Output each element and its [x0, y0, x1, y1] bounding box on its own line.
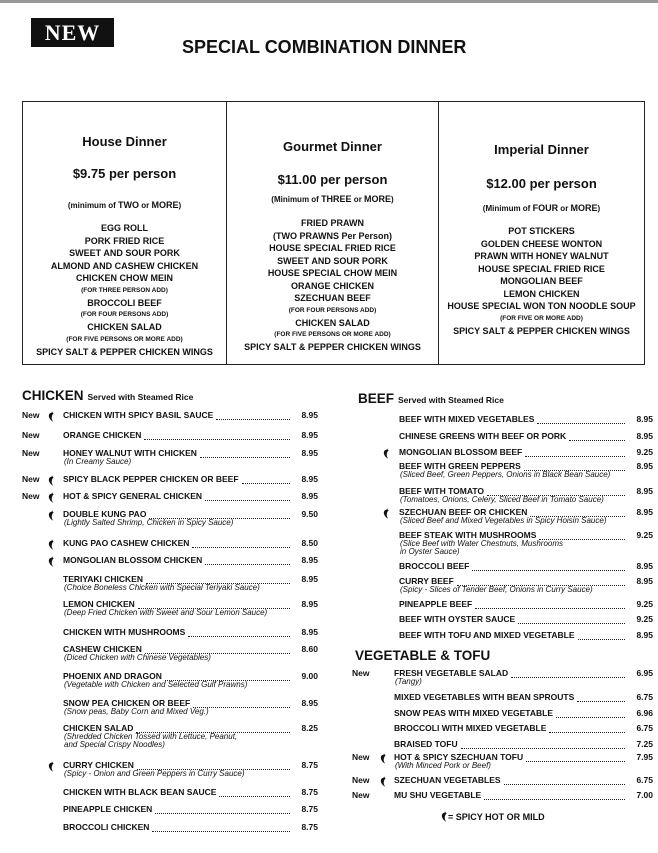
menu-item-name: HOT & SPICY GENERAL CHICKEN — [63, 491, 203, 501]
combo-item: (TWO PRAWNS Per Person) — [272, 230, 392, 241]
section-vegetable-tofu-heading — [355, 648, 490, 663]
section-title: VEGETABLE & TOFU — [355, 648, 491, 663]
menu-item — [352, 414, 653, 426]
menu-item — [22, 760, 318, 778]
combo-item: SPICY SALT & PEPPER CHICKEN WINGS — [36, 346, 213, 357]
menu-item-description: (In Creamy Sauce) — [64, 457, 132, 466]
menu-item-price: 9.25 — [636, 447, 653, 457]
menu-item-name: KUNG PAO CASHEW CHICKEN — [63, 538, 190, 548]
combo-item: CHICKEN SALAD — [295, 317, 370, 328]
chili-pepper-icon — [47, 554, 55, 564]
menu-item-price: 6.95 — [636, 668, 653, 678]
menu-item-price: 7.25 — [636, 739, 653, 749]
menu-item — [352, 507, 653, 525]
dot-leader — [524, 461, 625, 471]
combo-minimum-part: MORE — [364, 194, 392, 204]
new-badge: NEW — [31, 18, 114, 47]
new-label: New — [22, 491, 40, 501]
menu-item — [352, 431, 653, 443]
dot-leader — [144, 430, 290, 440]
chili-pepper-icon — [47, 409, 55, 419]
combo-note: (FOR FOUR PERSONS ADD) — [288, 306, 377, 314]
menu-item — [22, 804, 318, 816]
menu-item-price: 8.95 — [301, 627, 318, 637]
menu-item-name: CHINESE GREENS WITH BEEF OR PORK — [399, 431, 567, 441]
combo-name: Gourmet Dinner — [283, 139, 382, 154]
menu-item-price: 6.75 — [636, 692, 653, 702]
combo-minimum-part: TWO — [118, 200, 140, 210]
combo-minimum-part: (Minimum of — [482, 204, 533, 213]
page-top-rule — [0, 0, 658, 3]
combo-item: ORANGE CHICKEN — [290, 280, 374, 291]
menu-item — [22, 698, 318, 716]
section-chicken-heading — [22, 388, 193, 403]
menu-item — [352, 739, 653, 751]
chili-pepper-icon — [47, 490, 55, 500]
dot-leader — [242, 474, 290, 484]
menu-item-price: 8.75 — [301, 787, 318, 797]
combo-items — [227, 217, 438, 354]
combo-item: SPICY SALT & PEPPER CHICKEN WINGS — [453, 325, 630, 336]
menu-item-price: 9.25 — [636, 599, 653, 609]
combo-minimum — [23, 200, 226, 210]
menu-item-price: 8.95 — [636, 630, 653, 640]
dot-leader — [193, 698, 290, 708]
menu-item-description: (Snow peas, Baby Corn and Mixed Veg.) — [64, 707, 209, 716]
menu-item-description: (Sliced Beef, Green Peppers, Onions in Black Bean Sauce) — [400, 470, 611, 479]
menu-item — [352, 752, 653, 770]
menu-item-price: 6.75 — [636, 775, 653, 785]
legend-text: = SPICY HOT OR MILD — [448, 812, 545, 822]
combo-imperial-dinner — [438, 102, 644, 364]
menu-item — [352, 486, 653, 504]
dot-leader — [461, 739, 625, 749]
combo-item: HOUSE SPECIAL WON TON NOODLE SOUP — [447, 301, 636, 311]
combo-minimum-part: ) — [391, 195, 394, 204]
chili-pepper-icon — [47, 473, 55, 483]
dot-leader — [472, 561, 625, 571]
menu-item — [352, 461, 653, 479]
menu-item-name: MU SHU VEGETABLE — [394, 790, 482, 800]
menu-item-name: PHOENIX AND DRAGON — [63, 671, 162, 681]
combo-minimum-part: (minimum of — [67, 201, 119, 210]
menu-item-price: 8.95 — [636, 576, 653, 586]
menu-item-description: and Special Crispy Noodles) — [64, 740, 165, 749]
dot-leader — [518, 614, 625, 624]
menu-item-description: (Sliced Beef and Mixed Vegetables in Spicy Hoisin Sauce) — [400, 516, 607, 525]
menu-item — [22, 509, 318, 527]
menu-item-description: (With Minced Pork or Beef) — [395, 761, 491, 770]
dot-leader — [192, 538, 290, 548]
menu-item-description: (Slice Beef with Water Chestnuts, Mushrooms — [400, 539, 564, 548]
new-label: New — [22, 430, 40, 440]
new-label: New — [22, 410, 40, 420]
menu-item-price: 8.95 — [301, 698, 318, 708]
menu-item-name: ORANGE CHICKEN — [63, 430, 142, 440]
menu-item-name: BROCCOLI BEEF — [399, 561, 470, 571]
chili-pepper-icon — [47, 537, 55, 547]
menu-item-name: SZECHUAN BEEF OR CHICKEN — [399, 507, 528, 517]
combo-item: PORK FRIED RICE — [84, 235, 165, 246]
menu-item-name: MIXED VEGETABLES WITH BEAN SPROUTS — [394, 692, 575, 702]
chili-pepper-icon — [379, 751, 387, 761]
menu-item — [22, 430, 318, 442]
menu-item-name: BRAISED TOFU — [394, 739, 458, 749]
combo-item: HOUSE SPECIAL FRIED RICE — [269, 243, 396, 253]
menu-item-name: CURRY BEEF — [399, 576, 454, 586]
menu-item-name: HONEY WALNUT WITH CHICKEN — [63, 448, 197, 458]
section-title: BEEF — [358, 391, 395, 406]
menu-item-name: BEEF WITH OYSTER SAUCE — [399, 614, 516, 624]
menu-item-name: BEEF WITH TOMATO — [399, 486, 484, 496]
combo-item: SPICY SALT & PEPPER CHICKEN WINGS — [244, 342, 421, 352]
combo-note: (FOR FIVE OR MORE ADD) — [500, 314, 583, 322]
combo-name: House Dinner — [82, 134, 167, 149]
menu-item-name: SZECHUAN VEGETABLES — [394, 775, 501, 785]
menu-item-price: 8.95 — [301, 491, 318, 501]
menu-item-price: 8.75 — [301, 804, 318, 814]
dot-leader — [577, 692, 625, 702]
combo-item: POT STICKERS — [508, 226, 575, 236]
menu-item — [22, 723, 318, 749]
combo-note: (FOR FIVE PERSONS OR MORE ADD) — [274, 331, 391, 338]
dot-leader — [487, 486, 625, 496]
dot-leader — [504, 775, 625, 785]
menu-item-description: in Oyster Sauce) — [400, 547, 460, 556]
menu-item — [352, 614, 653, 626]
combo-minimum — [439, 203, 644, 213]
menu-item-price: 8.75 — [301, 760, 318, 770]
combo-item: PRAWN WITH HONEY WALNUT — [474, 251, 609, 261]
dot-leader — [569, 431, 625, 441]
chili-pepper-icon — [382, 506, 390, 516]
section-title: CHICKEN — [22, 388, 84, 403]
menu-item-name: CASHEW CHICKEN — [63, 644, 142, 654]
dot-leader — [165, 671, 290, 681]
dot-leader — [539, 530, 625, 540]
menu-item-price: 8.50 — [301, 538, 318, 548]
new-label: New — [352, 668, 370, 678]
menu-item-price: 6.75 — [636, 723, 653, 733]
menu-item-name: CHICKEN WITH MUSHROOMS — [63, 627, 186, 637]
combo-minimum-part: or — [558, 204, 571, 213]
combination-dinner-box — [22, 101, 645, 365]
combo-name: Imperial Dinner — [494, 142, 589, 157]
menu-item-price: 7.00 — [636, 790, 653, 800]
combo-item: HOUSE SPECIAL FRIED RICE — [478, 263, 605, 274]
new-label: New — [22, 448, 40, 458]
menu-item-name: LEMON CHICKEN — [63, 599, 135, 609]
combo-minimum-part: or — [351, 195, 365, 204]
menu-item-name: BROCCOLI CHICKEN — [63, 822, 150, 832]
menu-item-price: 8.95 — [301, 410, 318, 420]
menu-item — [22, 627, 318, 639]
menu-item-price: 8.25 — [301, 723, 318, 733]
menu-item — [22, 410, 318, 422]
combo-item: BROCCOLI BEEF — [87, 297, 162, 308]
menu-item-price: 8.95 — [636, 561, 653, 571]
menu-item — [22, 644, 318, 662]
menu-item — [22, 491, 318, 503]
menu-item — [22, 671, 318, 689]
combo-item: SZECHUAN BEEF — [294, 293, 371, 303]
menu-item-name: TERIYAKI CHICKEN — [63, 574, 143, 584]
menu-item-description: (Lightly Salted Shrimp, Chicken in Spicy Sauce) — [64, 518, 234, 527]
menu-item-name: MONGOLIAN BLOSSOM CHICKEN — [63, 555, 203, 565]
combo-gourmet-dinner — [226, 102, 438, 364]
menu-item — [352, 790, 653, 802]
menu-item-name: HOT & SPICY SZECHUAN TOFU — [394, 752, 524, 762]
menu-item-price: 8.95 — [636, 414, 653, 424]
combo-minimum-part: MORE — [151, 200, 179, 210]
menu-item-price: 9.25 — [636, 614, 653, 624]
menu-item — [22, 787, 318, 799]
menu-item — [22, 538, 318, 550]
combo-item: GOLDEN CHEESE WONTON — [480, 238, 603, 249]
menu-item-price: 8.95 — [636, 431, 653, 441]
dot-leader — [216, 410, 290, 420]
menu-item-description: (Tangy) — [395, 677, 422, 686]
chili-pepper-icon — [382, 446, 390, 456]
section-subtitle: Served with Steamed Rice — [87, 392, 194, 402]
dot-leader — [188, 627, 290, 637]
menu-item-price: 8.95 — [301, 574, 318, 584]
menu-item — [352, 775, 653, 787]
dot-leader — [137, 760, 290, 770]
new-label: New — [352, 775, 370, 785]
menu-item-name: PINEAPPLE CHICKEN — [63, 804, 153, 814]
menu-item — [352, 630, 653, 642]
combo-item: EGG ROLL — [101, 223, 148, 233]
menu-item-description: (Shredded Chicken Tossed with Lettuce, Peanut, — [64, 732, 238, 741]
dot-leader — [556, 708, 625, 718]
new-label: New — [22, 474, 40, 484]
dot-leader — [152, 822, 290, 832]
combo-item: HOUSE SPECIAL CHOW MEIN — [267, 268, 398, 278]
page-title: SPECIAL COMBINATION DINNER — [182, 37, 467, 57]
dot-leader — [138, 599, 290, 609]
combo-minimum-part: ) — [178, 201, 182, 210]
menu-item-description: (Diced Chicken with Chinese Vegetables) — [64, 653, 211, 662]
menu-item-name: SNOW PEAS WITH MIXED VEGETABLE — [394, 708, 553, 718]
menu-item-price: 8.95 — [636, 486, 653, 496]
menu-item-name: CHICKEN WITH BLACK BEAN SAUCE — [63, 787, 217, 797]
dot-leader — [525, 447, 625, 457]
combo-minimum-part: or — [139, 201, 152, 210]
menu-item — [352, 723, 653, 735]
menu-item-price: 6.96 — [636, 708, 653, 718]
combo-item: SWEET AND SOUR PORK — [277, 255, 388, 266]
combo-note: (FOR THREE PERSON ADD) — [81, 286, 168, 294]
dot-leader — [146, 574, 290, 584]
menu-item — [352, 561, 653, 573]
dot-leader — [200, 448, 290, 458]
dot-leader — [149, 509, 290, 519]
new-label: New — [352, 790, 370, 800]
dot-leader — [475, 599, 625, 609]
menu-item — [352, 668, 653, 686]
menu-item-description: (Spicy - Onion and Green Peppers in Curry Sauce) — [64, 769, 245, 778]
section-subtitle: Served with Steamed Rice — [398, 395, 504, 405]
menu-item-price: 8.95 — [301, 599, 318, 609]
combo-minimum-part: MORE — [570, 203, 598, 213]
menu-item — [22, 448, 318, 466]
spicy-legend — [440, 811, 545, 822]
dot-leader — [578, 630, 625, 640]
menu-item-name: CURRY CHICKEN — [63, 760, 134, 770]
menu-item-price: 8.95 — [301, 448, 318, 458]
menu-item — [22, 474, 318, 486]
menu-item-name: BEEF WITH MIXED VEGETABLES — [399, 414, 535, 424]
chili-pepper-icon — [379, 774, 387, 784]
dot-leader — [457, 576, 625, 586]
menu-item-price: 9.50 — [301, 509, 318, 519]
combo-minimum-part: THREE — [321, 194, 352, 204]
menu-item-price: 7.95 — [636, 752, 653, 762]
menu-item-description: (Choice Boneless Chicken with Special Teriyaki Sauce) — [64, 583, 260, 592]
combo-price: $12.00 per person — [486, 176, 597, 191]
menu-item — [22, 574, 318, 592]
menu-item — [22, 555, 318, 567]
dot-leader — [549, 723, 625, 733]
dot-leader — [537, 414, 625, 424]
menu-item-description: (Spicy - Slices of Tender Beef, Onions in Curry Sauce) — [400, 585, 593, 594]
dot-leader — [484, 790, 625, 800]
menu-item-name: BEEF WITH GREEN PEPPERS — [399, 461, 521, 471]
combo-minimum-part: (Minimum of — [271, 195, 322, 204]
dot-leader — [511, 668, 625, 678]
menu-item-name: FRESH VEGETABLE SALAD — [394, 668, 509, 678]
menu-item-price: 8.60 — [301, 644, 318, 654]
combo-item: LEMON CHICKEN — [503, 288, 580, 299]
menu-item — [352, 576, 653, 594]
dot-leader — [530, 507, 625, 517]
menu-item-description: (Deep Fried Chicken with Sweet and Sour Lemon Sauce) — [64, 608, 268, 617]
menu-item-price: 9.25 — [636, 530, 653, 540]
dot-leader — [155, 804, 290, 814]
menu-item — [22, 599, 318, 617]
combo-item: MONGOLIAN BEEF — [500, 276, 583, 286]
menu-item — [352, 447, 653, 459]
menu-item — [352, 708, 653, 720]
dot-leader — [136, 723, 290, 733]
combo-item: FRIED PRAWN — [301, 218, 364, 228]
dot-leader — [145, 644, 290, 654]
section-beef-heading — [358, 391, 504, 406]
combo-note: (FOR FOUR PERSONS ADD) — [80, 311, 169, 318]
dot-leader — [205, 491, 290, 501]
combo-minimum-part: ) — [597, 204, 601, 213]
menu-item-description: (Vegetable with Chicken and Selected Gulf Prawns) — [64, 680, 248, 689]
combo-item: ALMOND AND CASHEW CHICKEN — [50, 260, 199, 271]
combo-price: $11.00 per person — [277, 172, 388, 187]
menu-item-name: BROCCOLI WITH MIXED VEGETABLE — [394, 723, 547, 733]
menu-item-name: CHICKEN SALAD — [63, 723, 134, 733]
menu-item-price: 9.00 — [301, 671, 318, 681]
menu-item-price: 8.95 — [301, 555, 318, 565]
menu-item-price: 8.95 — [301, 430, 318, 440]
menu-item-name: SNOW PEA CHICKEN OR BEEF — [63, 698, 191, 708]
new-label: New — [352, 752, 370, 762]
dot-leader — [526, 752, 625, 762]
dot-leader — [219, 787, 290, 797]
menu-item — [352, 599, 653, 611]
chili-pepper-icon — [47, 508, 55, 518]
combo-items — [23, 222, 226, 358]
menu-item — [352, 530, 653, 556]
combo-price: $9.75 per person — [72, 166, 177, 181]
dot-leader — [205, 555, 290, 565]
menu-item-price: 8.95 — [636, 507, 653, 517]
menu-item-name: SPICY BLACK PEPPER CHICKEN OR BEEF — [63, 474, 239, 484]
menu-item-name: BEEF WITH TOFU AND MIXED VEGETABLE — [399, 630, 575, 640]
menu-item-price: 8.75 — [301, 822, 318, 832]
combo-minimum-part: FOUR — [532, 203, 559, 213]
menu-item — [22, 822, 318, 834]
menu-item-name: PINEAPPLE BEEF — [399, 599, 473, 609]
combo-item: SWEET AND SOUR PORK — [69, 248, 180, 258]
menu-item-description: (Tomatoes, Onions, Celery, Sliced Beef in Tomato Sauce) — [400, 495, 604, 504]
chili-pepper-icon — [47, 759, 55, 769]
menu-item-name: CHICKEN WITH SPICY BASIL SAUCE — [63, 410, 214, 420]
menu-item-name: MONGOLIAN BLOSSOM BEEF — [399, 447, 523, 457]
combo-house-dinner — [23, 102, 226, 364]
menu-item-price: 8.95 — [636, 461, 653, 471]
menu-item-price: 8.95 — [301, 474, 318, 484]
combo-note: (FOR FIVE PERSONS OR MORE ADD) — [66, 335, 183, 343]
combo-items — [439, 225, 644, 337]
combo-item: CHICKEN CHOW MEIN — [76, 273, 173, 283]
combo-minimum — [227, 194, 438, 204]
chili-pepper-icon — [440, 812, 448, 822]
combo-item: CHICKEN SALAD — [87, 322, 162, 332]
menu-item-name: BEEF STEAK WITH MUSHROOMS — [399, 530, 537, 540]
menu-item-name: DOUBLE KUNG PAO — [63, 509, 147, 519]
menu-item — [352, 692, 653, 704]
